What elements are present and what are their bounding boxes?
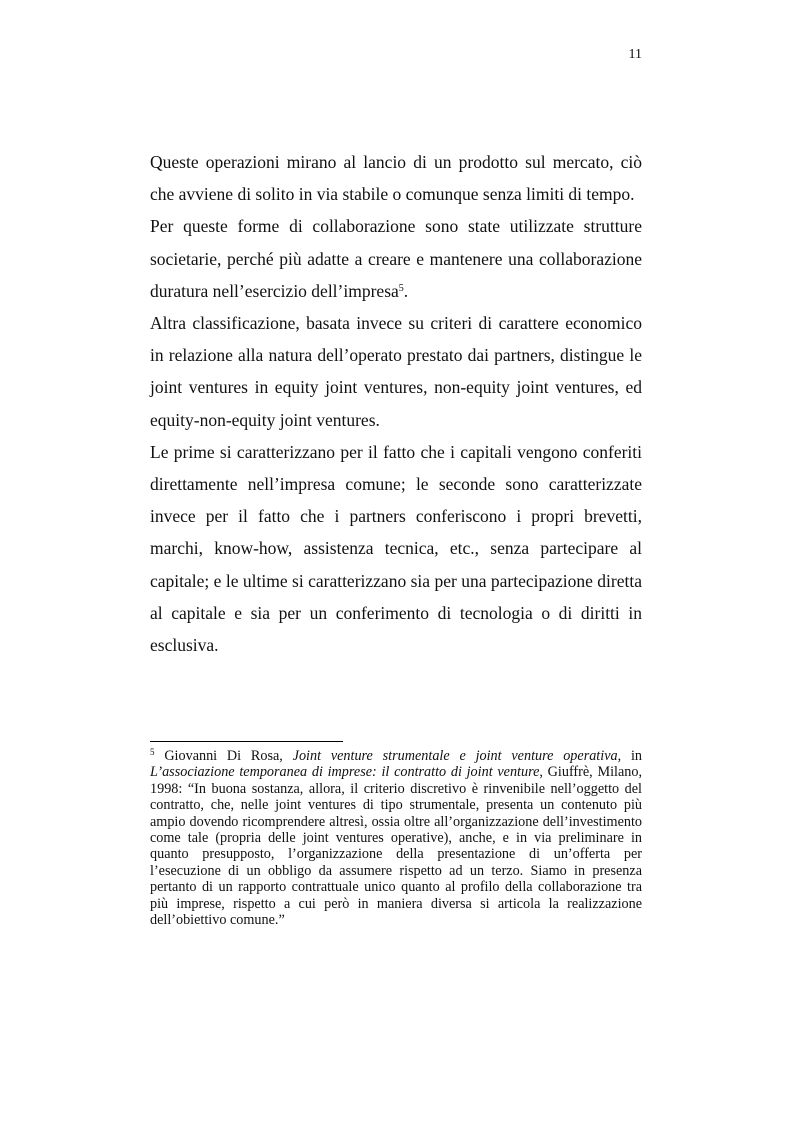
footnote-reference[interactable]: 5 [398,282,404,294]
paragraph-2-text: Per queste forme di collaborazione sono state utilizzate strutture societarie, perché più adatte a creare e mantenere una collaborazione duratura nell’esercizio dell’impresa [150,216,642,301]
page-number: 11 [628,47,642,62]
paragraph-3: Altra classificazione, basata invece su criteri di carattere economico in relazione alla natura dell’operato prestato dai partners, distingue le joint ventures in equity joint ventures, non-equity joint ventures, ed equity-non-equity joint ventures. [150,313,642,430]
paragraph-2 [150,210,642,307]
footnote-title-1: Joint venture strumentale e joint venture operativa [292,748,618,764]
footnote-sep-1: , in [617,748,642,764]
footnote-title-2: L’associazione temporanea di imprese: il contratto di joint venture [150,764,540,781]
body-text [150,146,642,661]
footnote [150,748,642,928]
paragraph-4: Le prime si caratterizzano per il fatto che i capitali vengono conferiti direttamente nell’impresa comune; le seconde sono caratterizzate invece per il fatto che i partners conferiscono i propri brevetti, marchi, know-how, assistenza tecnica, etc., senza partecipare al capitale; e le ultime si caratterizzano sia per una partecipazione diretta al capitale e sia per un conferimento di tecnologia o di diritti in esclusiva. [150,441,642,656]
footnote-author: Giovanni Di Rosa, [164,748,283,764]
footnote-separator [150,741,343,742]
footnote-number: 5 [150,747,155,757]
paragraph-1: Queste operazioni mirano al lancio di un prodotto sul mercato, ciò che avviene di solito in via stabile o comunque senza limiti di tempo. [150,152,642,205]
footnote-text: , Giuffrè, Milano, 1998: “In buona sostanza, allora, il criterio discretivo è rinvenibile nell’oggetto del contratto, che, nelle joint ventures di tipo strumentale, presenta un contenuto più ampio dovendo ricomprendere altresì, ossia oltre all’organizzazione dell’investimento come tale (propria delle joint ventures operative), anche, e in via preliminare in quanto presupposto, l’organizzazione della presentazione di un’offerta per l’esecuzione di un obbligo da assumere rispetto ad un terzo. Siamo in presenza pertanto di un rapporto contrattuale unico quanto al profilo della collaborazione tra più imprese, rispetto a cui però in maniera diversa si articola la realizzazione dell’obiettivo comune.” [150,764,642,929]
paragraph-2-period: . [403,280,409,301]
